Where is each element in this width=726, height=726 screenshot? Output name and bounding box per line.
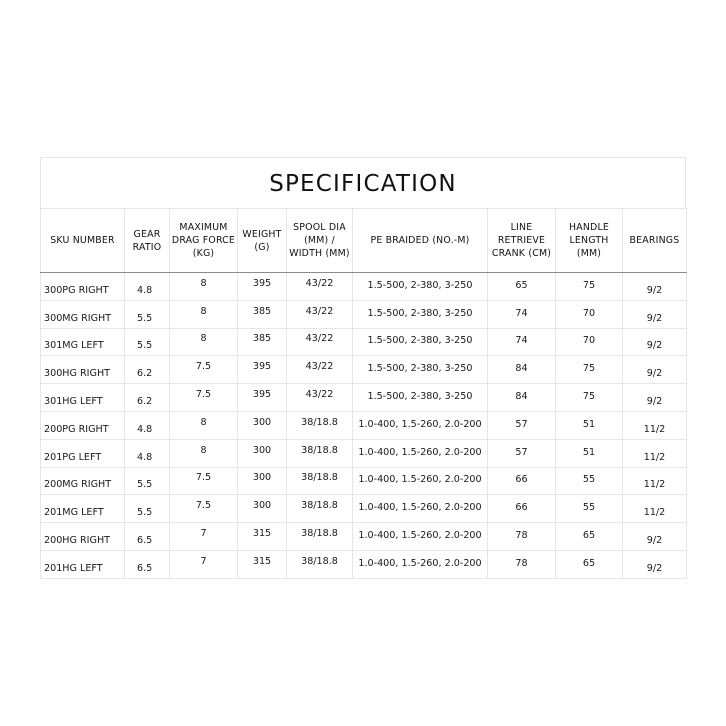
header-max-drag: MAXIMUM DRAG FORCE (KG) — [170, 209, 238, 273]
spec-title: SPECIFICATION — [40, 158, 686, 208]
cell-line-retrieve-text: 57 — [515, 418, 528, 430]
table-row — [41, 411, 687, 439]
header-weight: WEIGHT (G) — [238, 209, 287, 273]
cell-pe-braided-text: 1.0-400, 1.5-260, 2.0-200 — [358, 557, 482, 569]
cell-spool-text: 38/18.8 — [301, 500, 338, 512]
cell-handle-length — [556, 273, 623, 301]
header-spool: SPOOL DIA (MM) / WIDTH (MM) — [287, 209, 353, 273]
cell-sku — [41, 550, 125, 578]
cell-bearings-text: 9/2 — [646, 562, 663, 574]
cell-gear-ratio — [125, 328, 170, 356]
cell-max-drag — [170, 439, 238, 467]
cell-line-retrieve — [488, 328, 556, 356]
cell-bearings — [623, 439, 687, 467]
header-line-retrieve: LINE RETRIEVE CRANK (CM) — [488, 209, 556, 273]
cell-gear-ratio — [125, 467, 170, 495]
cell-sku-text: 301MG LEFT — [44, 340, 104, 352]
cell-line-retrieve — [488, 467, 556, 495]
cell-pe-braided-text: 1.5-500, 2-380, 3-250 — [367, 279, 473, 291]
cell-gear-ratio-text: 4.8 — [137, 451, 153, 463]
header-pe-braided: PE BRAIDED (NO.-M) — [353, 209, 488, 273]
cell-line-retrieve — [488, 384, 556, 412]
cell-sku-text: 200MG RIGHT — [44, 479, 112, 491]
cell-line-retrieve — [488, 273, 556, 301]
cell-line-retrieve-text: 65 — [515, 279, 528, 291]
cell-sku-text: 201HG LEFT — [44, 562, 103, 574]
cell-gear-ratio — [125, 550, 170, 578]
cell-gear-ratio — [125, 439, 170, 467]
cell-weight-text: 315 — [252, 555, 272, 567]
cell-spool — [287, 550, 353, 578]
cell-spool — [287, 439, 353, 467]
cell-spool — [287, 411, 353, 439]
cell-bearings-text: 11/2 — [643, 451, 666, 463]
cell-bearings — [623, 411, 687, 439]
table-row — [41, 550, 687, 578]
cell-sku-text: 300PG RIGHT — [44, 284, 109, 296]
cell-max-drag-text: 8 — [200, 416, 207, 428]
cell-pe-braided — [353, 273, 488, 301]
cell-pe-braided-text: 1.5-500, 2-380, 3-250 — [367, 363, 473, 375]
cell-max-drag — [170, 328, 238, 356]
cell-max-drag-text: 7.5 — [195, 389, 212, 401]
cell-gear-ratio — [125, 411, 170, 439]
cell-handle-length-text: 65 — [582, 557, 596, 569]
table-row — [41, 300, 687, 328]
table-row — [41, 384, 687, 412]
cell-handle-length-text: 51 — [582, 446, 596, 458]
cell-max-drag-text: 8 — [200, 444, 207, 456]
cell-max-drag — [170, 550, 238, 578]
cell-bearings — [623, 300, 687, 328]
cell-pe-braided — [353, 495, 488, 523]
cell-weight — [238, 273, 287, 301]
cell-handle-length — [556, 384, 623, 412]
cell-pe-braided — [353, 523, 488, 551]
cell-weight — [238, 300, 287, 328]
cell-weight-text: 395 — [252, 277, 272, 289]
cell-spool-text: 43/22 — [305, 333, 334, 345]
cell-pe-braided-text: 1.5-500, 2-380, 3-250 — [367, 335, 473, 347]
cell-pe-braided-text: 1.0-400, 1.5-260, 2.0-200 — [358, 530, 482, 542]
cell-line-retrieve-text: 84 — [515, 363, 528, 375]
cell-max-drag-text: 8 — [200, 305, 207, 317]
cell-pe-braided — [353, 439, 488, 467]
cell-line-retrieve-text: 74 — [515, 335, 528, 347]
cell-gear-ratio-text: 6.5 — [137, 535, 153, 547]
cell-line-retrieve-text: 66 — [515, 502, 528, 514]
cell-sku — [41, 328, 125, 356]
cell-weight-text: 395 — [252, 389, 272, 401]
cell-pe-braided-text: 1.0-400, 1.5-260, 2.0-200 — [358, 474, 482, 486]
cell-handle-length-text: 70 — [582, 307, 596, 319]
header-bearings: BEARINGS — [623, 209, 687, 273]
cell-spool-text: 43/22 — [305, 361, 334, 373]
spec-sheet — [40, 157, 686, 574]
cell-weight-text: 315 — [252, 528, 272, 540]
cell-gear-ratio-text: 5.5 — [137, 312, 153, 324]
cell-handle-length-text: 70 — [582, 335, 596, 347]
cell-sku-text: 300HG RIGHT — [44, 368, 111, 380]
cell-pe-braided — [353, 550, 488, 578]
cell-spool-text: 38/18.8 — [301, 555, 338, 567]
cell-spool — [287, 523, 353, 551]
cell-sku — [41, 439, 125, 467]
cell-max-drag-text: 7 — [200, 528, 207, 540]
cell-pe-braided-text: 1.5-500, 2-380, 3-250 — [367, 391, 473, 403]
cell-bearings-text: 9/2 — [646, 396, 663, 408]
cell-gear-ratio-text: 6.5 — [137, 562, 153, 574]
cell-weight — [238, 550, 287, 578]
cell-line-retrieve — [488, 523, 556, 551]
cell-bearings — [623, 467, 687, 495]
cell-handle-length — [556, 439, 623, 467]
cell-pe-braided — [353, 328, 488, 356]
cell-weight — [238, 467, 287, 495]
cell-max-drag-text: 8 — [200, 277, 207, 289]
cell-pe-braided — [353, 356, 488, 384]
cell-handle-length — [556, 467, 623, 495]
cell-weight-text: 300 — [252, 416, 272, 428]
cell-handle-length — [556, 550, 623, 578]
table-row — [41, 328, 687, 356]
header-handle-length: HANDLE LENGTH (MM) — [556, 209, 623, 273]
cell-max-drag — [170, 300, 238, 328]
cell-handle-length — [556, 356, 623, 384]
cell-handle-length — [556, 495, 623, 523]
cell-bearings — [623, 495, 687, 523]
cell-weight-text: 300 — [252, 444, 272, 456]
cell-pe-braided — [353, 384, 488, 412]
cell-handle-length — [556, 300, 623, 328]
cell-line-retrieve — [488, 356, 556, 384]
cell-spool — [287, 467, 353, 495]
cell-weight — [238, 439, 287, 467]
cell-pe-braided-text: 1.0-400, 1.5-260, 2.0-200 — [358, 418, 482, 430]
cell-weight — [238, 495, 287, 523]
spec-table — [40, 208, 687, 579]
cell-spool-text: 43/22 — [305, 389, 334, 401]
cell-sku-text: 201PG LEFT — [44, 451, 102, 463]
cell-gear-ratio — [125, 495, 170, 523]
cell-sku-text: 201MG LEFT — [44, 507, 104, 519]
cell-bearings — [623, 384, 687, 412]
cell-max-drag-text: 7.5 — [195, 361, 212, 373]
cell-bearings-text: 9/2 — [646, 284, 663, 296]
cell-line-retrieve-text: 78 — [515, 530, 528, 542]
cell-weight — [238, 356, 287, 384]
cell-gear-ratio — [125, 356, 170, 384]
cell-weight-text: 300 — [252, 500, 272, 512]
cell-line-retrieve-text: 78 — [515, 557, 528, 569]
cell-line-retrieve-text: 66 — [515, 474, 528, 486]
cell-bearings — [623, 273, 687, 301]
cell-gear-ratio-text: 5.5 — [137, 479, 153, 491]
cell-max-drag — [170, 411, 238, 439]
header-row — [41, 209, 687, 273]
cell-spool-text: 38/18.8 — [301, 416, 338, 428]
cell-bearings — [623, 328, 687, 356]
cell-line-retrieve-text: 57 — [515, 446, 528, 458]
cell-sku — [41, 384, 125, 412]
table-row — [41, 273, 687, 301]
cell-sku — [41, 495, 125, 523]
cell-sku — [41, 523, 125, 551]
cell-gear-ratio — [125, 300, 170, 328]
cell-line-retrieve-text: 84 — [515, 391, 528, 403]
cell-spool — [287, 356, 353, 384]
cell-handle-length-text: 75 — [582, 279, 596, 291]
cell-spool — [287, 495, 353, 523]
header-sku: SKU NUMBER — [41, 209, 125, 273]
cell-line-retrieve — [488, 411, 556, 439]
cell-max-drag-text: 7.5 — [195, 500, 212, 512]
cell-max-drag-text: 7 — [200, 555, 207, 567]
cell-bearings-text: 9/2 — [646, 312, 663, 324]
cell-bearings — [623, 523, 687, 551]
cell-spool — [287, 328, 353, 356]
cell-line-retrieve — [488, 439, 556, 467]
cell-bearings — [623, 550, 687, 578]
cell-handle-length-text: 55 — [582, 474, 596, 486]
cell-gear-ratio-text: 4.8 — [137, 423, 153, 435]
cell-bearings-text: 11/2 — [643, 507, 666, 519]
cell-sku — [41, 411, 125, 439]
cell-max-drag — [170, 495, 238, 523]
cell-weight-text: 385 — [252, 333, 272, 345]
cell-max-drag — [170, 356, 238, 384]
cell-handle-length-text: 51 — [582, 418, 596, 430]
cell-sku-text: 200HG RIGHT — [44, 535, 111, 547]
cell-handle-length-text: 75 — [582, 391, 596, 403]
cell-weight-text: 300 — [252, 472, 272, 484]
cell-max-drag — [170, 384, 238, 412]
cell-max-drag — [170, 523, 238, 551]
table-row — [41, 439, 687, 467]
cell-handle-length — [556, 411, 623, 439]
cell-max-drag-text: 7.5 — [195, 472, 212, 484]
cell-gear-ratio — [125, 273, 170, 301]
cell-gear-ratio-text: 6.2 — [137, 368, 153, 380]
cell-sku-text: 300MG RIGHT — [44, 312, 112, 324]
cell-handle-length — [556, 523, 623, 551]
cell-bearings-text: 11/2 — [643, 479, 666, 491]
cell-sku-text: 200PG RIGHT — [44, 423, 109, 435]
cell-sku — [41, 467, 125, 495]
cell-sku — [41, 273, 125, 301]
cell-gear-ratio-text: 5.5 — [137, 340, 153, 352]
cell-gear-ratio — [125, 523, 170, 551]
cell-sku — [41, 356, 125, 384]
cell-gear-ratio-text: 6.2 — [137, 396, 153, 408]
cell-handle-length-text: 55 — [582, 502, 596, 514]
cell-bearings-text: 9/2 — [646, 368, 663, 380]
cell-weight-text: 385 — [252, 305, 272, 317]
cell-pe-braided — [353, 300, 488, 328]
cell-pe-braided — [353, 411, 488, 439]
cell-spool — [287, 300, 353, 328]
spec-table-body — [41, 273, 687, 579]
cell-spool-text: 43/22 — [305, 277, 334, 289]
table-row — [41, 467, 687, 495]
cell-weight — [238, 328, 287, 356]
header-gear-ratio: GEAR RATIO — [125, 209, 170, 273]
cell-line-retrieve-text: 74 — [515, 307, 528, 319]
cell-gear-ratio — [125, 384, 170, 412]
table-row — [41, 495, 687, 523]
cell-spool-text: 38/18.8 — [301, 444, 338, 456]
cell-sku — [41, 300, 125, 328]
cell-weight-text: 395 — [252, 361, 272, 373]
cell-bearings — [623, 356, 687, 384]
cell-spool-text: 38/18.8 — [301, 472, 338, 484]
cell-spool-text: 38/18.8 — [301, 528, 338, 540]
cell-pe-braided-text: 1.0-400, 1.5-260, 2.0-200 — [358, 446, 482, 458]
cell-pe-braided-text: 1.5-500, 2-380, 3-250 — [367, 307, 473, 319]
cell-weight — [238, 411, 287, 439]
table-row — [41, 523, 687, 551]
cell-max-drag — [170, 273, 238, 301]
cell-max-drag — [170, 467, 238, 495]
cell-spool — [287, 384, 353, 412]
cell-gear-ratio-text: 5.5 — [137, 507, 153, 519]
cell-pe-braided-text: 1.0-400, 1.5-260, 2.0-200 — [358, 502, 482, 514]
table-row — [41, 356, 687, 384]
cell-handle-length-text: 75 — [582, 363, 596, 375]
cell-gear-ratio-text: 4.8 — [137, 284, 153, 296]
cell-handle-length — [556, 328, 623, 356]
cell-pe-braided — [353, 467, 488, 495]
cell-handle-length-text: 65 — [582, 530, 596, 542]
cell-bearings-text: 11/2 — [643, 423, 666, 435]
cell-spool-text: 43/22 — [305, 305, 334, 317]
cell-line-retrieve — [488, 300, 556, 328]
cell-bearings-text: 9/2 — [646, 535, 663, 547]
cell-spool — [287, 273, 353, 301]
cell-weight — [238, 523, 287, 551]
cell-line-retrieve — [488, 550, 556, 578]
cell-sku-text: 301HG LEFT — [44, 396, 103, 408]
cell-weight — [238, 384, 287, 412]
cell-bearings-text: 9/2 — [646, 340, 663, 352]
cell-line-retrieve — [488, 495, 556, 523]
cell-max-drag-text: 8 — [200, 333, 207, 345]
